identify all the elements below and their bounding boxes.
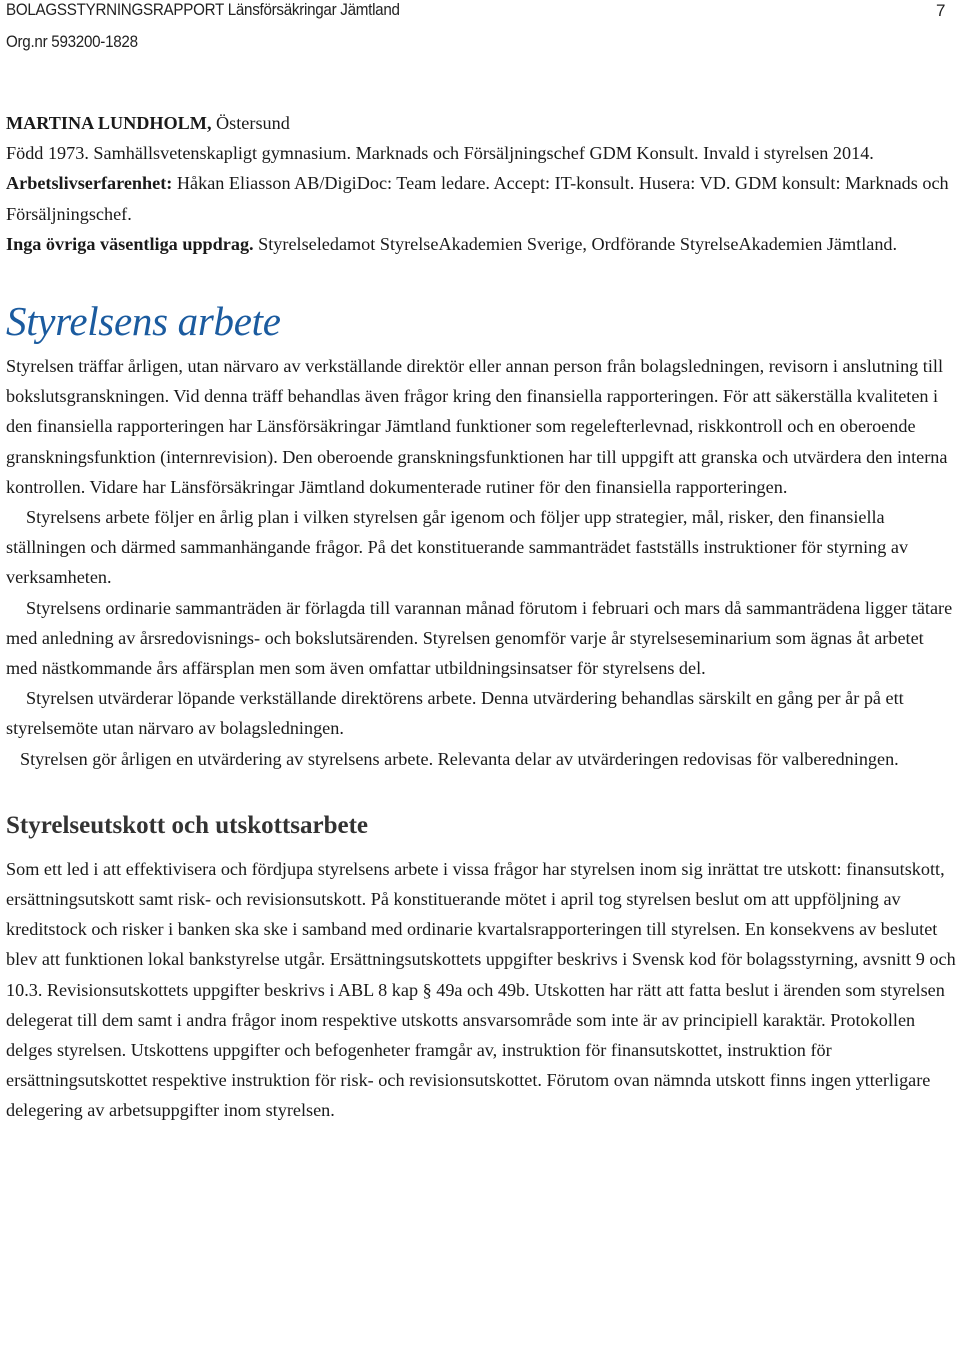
paragraph: Styrelsen utvärderar löpande verkställande direktörens arbete. Denna utvärdering behandlas särskilt en gång per år på ett styrelsemöte utan närvaro av bolagsledningen. [6,688,904,739]
page-number: 7 [936,1,946,20]
profile-experience [6,168,956,228]
other-label: Inga övriga väsentliga uppdrag. [6,233,254,254]
profile-city: Östersund [211,113,290,133]
profile-name-line [6,108,956,138]
paragraph: Styrelsen träffar årligen, utan närvaro av verkställande direktör eller annan person från bolagsledningen, revisorn i anslutning till bokslutsgranskningen. Vid denna träff behandlas även frågor kring den finansiella rapporteringen. För att säkerställa kvaliteten i den finansiella rapporteringen har Länsförsäkringar Jämtland funktioner som regelefterlevnad, riskkontroll och en oberoende granskningsfunktion (internrevision). Den oberoende granskningsfunktionen har till uppgift att granska och utvärdera den interna kontrollen. Vidare har Länsförsäkringar Jämtland dokumenterade rutiner för den finansiella rapporteringen. [6,356,948,497]
profile-name: MARTINA LUNDHOLM, [6,113,212,133]
paragraph: Styrelsens ordinarie sammanträden är förlagda till varannan månad förutom i februari och mars då sammanträdena ligger tätare med anledning av årsredovisnings- och bokslutsärenden. Styrelsen genomför varje år styrelseseminarium som ägnas åt arbetet med nästkommande års affärsplan men som även omfattar utbildningsinsatser för styrelsens del. [6,597,953,679]
section-title-styrelsens-arbete: Styrelsens arbete [6,298,281,345]
other-text: Styrelseledamot StyrelseAkademien Sverige, Ordförande StyrelseAkademien Jämtland. [253,233,898,254]
experience-label: Arbetslivserfarenhet: [6,173,173,194]
report-title: BOLAGSSTYRNINGSRAPPORT Länsförsäkringar Jämtland [6,1,400,19]
paragraph: Styrelsen gör årligen en utvärdering av styrelsens arbete. Relevanta delar av utvärderingen redovisas för valberedningen. [20,748,899,769]
org-number: Org.nr 593200-1828 [6,33,138,51]
profile-bio: Född 1973. Samhällsvetenskapligt gymnasium. Marknads och Försäljningschef GDM Konsult. Invald i styrelsen 2014. [6,143,874,164]
profile-other-assignments [6,229,956,259]
paragraph: Styrelsens arbete följer en årlig plan i vilken styrelsen går igenom och följer upp strategier, mål, risker, den finansiella ställningen och därmed sammanhängande frågor. På det konstituerande sammanträdet fastställs instruktioner för styrning av verksamheten. [6,507,909,588]
paragraph: Som ett led i att effektivisera och fördjupa styrelsens arbete i vissa frågor har styrelsen inom sig inrättat tre utskott: finansutskott, ersättningsutskott samt risk- och revisionsutskott. På konstituerande mötet i april tog styrelsen beslut om att uppföljning av kreditstock och risker i banken ska ske i samband med ordinarie kvartalsrapporteringen till styrelsen. En konsekvens av beslutet blev att funktionen lokal bankstyrelse utgår. Ersättningsutskottets uppgifter beskrivs i Svensk kod för bolagsstyrning, avsnitt 9 och 10.3. Revisionsutskottets uppgifter beskrivs i ABL 8 kap § 49a och 49b. Utskotten har rätt att fatta beslut i ärenden som styrelsen delegerat till dem samt i andra frågor inom respektive utskotts ansvarsområde som inte är av principiell karaktär. Protokollen delges styrelsen. Utskottens uppgifter och befogenheter framgår av, instruktion för finansutskottet, instruktion för ersättningsutskottet respektive instruktion för risk- och revisionsutskottet. Förutom ovan nämnda utskott finns ingen ytterligare delegering av arbetsuppgifter inom styrelsen. [6,858,956,1121]
experience-text: Håkan Eliasson AB/DigiDoc: Team ledare. Accept: IT-konsult. Husera: VD. GDM konsult: Marknads och Försäljningschef. [6,173,949,224]
document-body [6,108,956,1126]
section-title-utskott: Styrelseutskott och utskottsarbete [6,811,369,839]
